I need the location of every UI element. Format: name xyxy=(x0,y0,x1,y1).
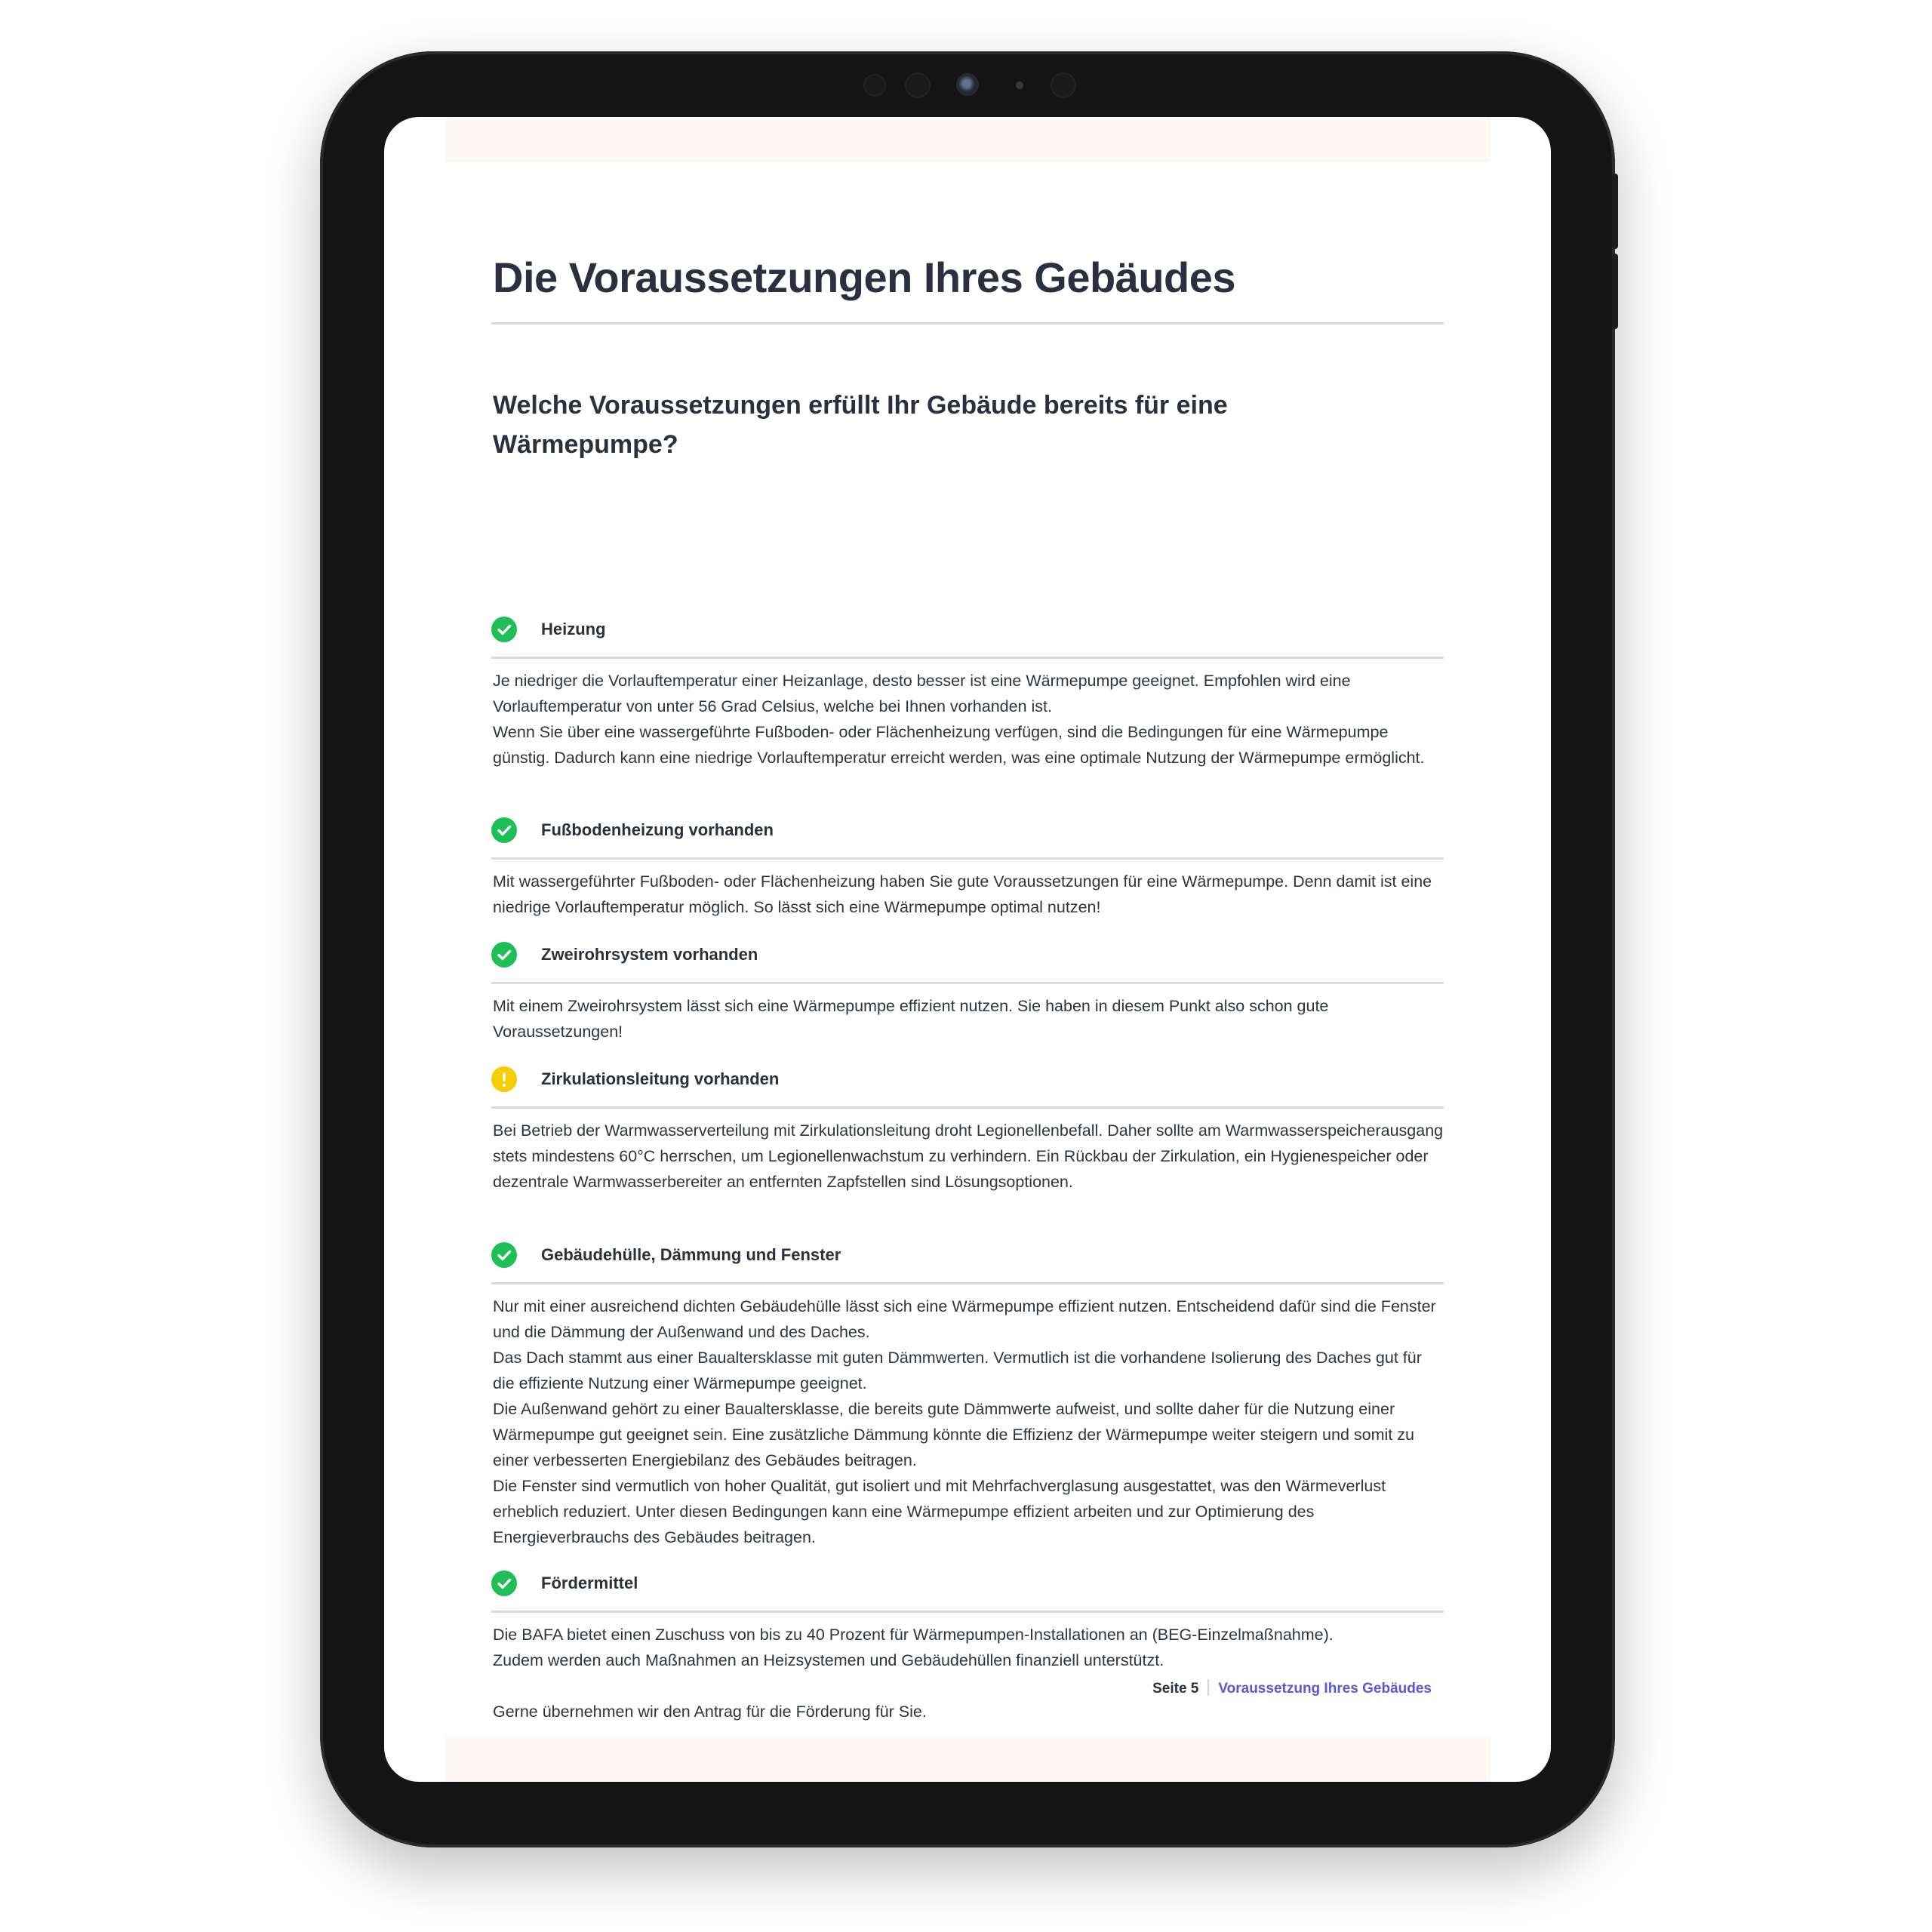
check-circle-icon xyxy=(491,817,517,843)
body-paragraph: Die Fenster sind vermutlich von hoher Qualität, gut isoliert und mit Mehrfachverglasung ausgestattet, was den Wärmeverlust erheblich reduziert. Unter diesen Bedingungen kann eine Wärmepumpe effizient arbeiten und zur Optimierung des Energieverbrauchs des Gebäudes beitragen. xyxy=(493,1477,1386,1546)
body-paragraph: Die Außenwand gehört zu einer Baualtersklasse, die bereits gute Dämmwerte aufweist, und sollte daher für die Nutzung einer Wärmepumpe gut geeignet sein. Eine zusätzliche Dämmung könnte die Effizienz der Wärmepumpe weiter steigern und somit zu einer verbesserten Energiebilanz des Gebäudes beitragen. xyxy=(493,1400,1414,1469)
page-edge-bottom xyxy=(445,1737,1491,1782)
section-header xyxy=(491,1241,1444,1271)
section-divider xyxy=(491,657,1444,659)
page-edge-top xyxy=(445,117,1491,162)
section-heading: Zirkulationsleitung vorhanden xyxy=(541,1069,780,1088)
section-divider xyxy=(491,982,1444,984)
section-body xyxy=(493,993,1445,1044)
section-heading: Fördermittel xyxy=(541,1574,638,1592)
section-divider xyxy=(491,1611,1444,1613)
check-circle-icon xyxy=(491,617,517,642)
section-body xyxy=(493,1118,1445,1195)
tablet-device xyxy=(320,51,1615,1847)
indicator-dot-icon xyxy=(1016,82,1023,89)
body-paragraph: Wenn Sie über eine wassergeführte Fußboden- oder Flächenheizung verfügen, sind die Bedingungen für eine Wärmepumpe günstig. Dadurch kann eine niedrige Vorlauftemperatur erreicht werden, was eine optimale Nutzung der Wärmepumpe ermöglicht. xyxy=(493,723,1425,767)
section-header xyxy=(491,940,1444,971)
body-paragraph: Bei Betrieb der Warmwasserverteilung mit Zirkulationsleitung droht Legionellenbefall. Daher sollte am Warmwasserspeicherausgang stets mindestens 60°C herrschen, um Legionellenwachstum zu verhindern. Ein Rückbau der Zirkulation, ein Hygienespeicher oder dezentrale Warmwasserbereiter an entfernten Zapfstellen sind Lösungsoptionen. xyxy=(493,1121,1444,1191)
section-heading: Gebäudehülle, Dämmung und Fenster xyxy=(541,1245,841,1264)
warning-circle-icon xyxy=(491,1066,517,1092)
section-header xyxy=(491,1569,1444,1599)
check-circle-icon xyxy=(491,942,517,968)
section-body xyxy=(493,869,1445,920)
section-body xyxy=(493,1622,1445,1724)
title-divider xyxy=(491,322,1444,325)
body-paragraph: Zudem werden auch Maßnahmen an Heizsystemen und Gebäudehüllen finanziell unterstützt. xyxy=(493,1651,1164,1669)
volume-down-button xyxy=(1612,254,1618,329)
section-heading: Fußbodenheizung vorhanden xyxy=(541,820,774,839)
section-divider xyxy=(491,857,1444,860)
body-paragraph: Die BAFA bietet einen Zuschuss von bis zu 40 Prozent für Wärmepumpen-Installationen an (BEG-Einzelmaßnahme). xyxy=(493,1626,1334,1644)
check-circle-icon xyxy=(491,1242,517,1268)
section-header xyxy=(491,1065,1444,1095)
page-title: Die Voraussetzungen Ihres Gebäudes xyxy=(493,254,1236,301)
body-paragraph: Mit einem Zweirohrsystem lässt sich eine Wärmepumpe effizient nutzen. Sie haben in diesem Punkt also schon gute Voraussetzungen! xyxy=(493,997,1329,1041)
section-header xyxy=(491,615,1444,645)
section-header xyxy=(491,816,1444,846)
section-heading: Zweirohrsystem vorhanden xyxy=(541,945,758,964)
body-paragraph: Nur mit einer ausreichend dichten Gebäudehülle lässt sich eine Wärmepumpe effizient nutzen. Entscheidend dafür sind die Fenster und die Dämmung der Außenwand und des Daches. xyxy=(493,1297,1436,1341)
sensor-icon xyxy=(905,72,931,98)
page-footer xyxy=(1152,1679,1432,1697)
body-paragraph: Das Dach stammt aus einer Baualtersklasse mit guten Dämmwerten. Vermutlich ist die vorhandene Isolierung des Daches gut für die effiziente Nutzung einer Wärmepumpe geeignet. xyxy=(493,1349,1422,1392)
body-paragraph: Gerne übernehmen wir den Antrag für die Förderung für Sie. xyxy=(493,1703,927,1721)
chapter-link[interactable]: Voraussetzung Ihres Gebäudes xyxy=(1218,1681,1432,1697)
volume-up-button xyxy=(1612,174,1618,249)
check-circle-icon xyxy=(491,1571,517,1596)
tablet-screen xyxy=(384,117,1551,1782)
footer-separator xyxy=(1208,1679,1209,1696)
section-body xyxy=(493,668,1445,771)
section-divider xyxy=(491,1282,1444,1284)
sensor-icon xyxy=(1051,72,1076,98)
section-divider xyxy=(491,1106,1444,1109)
body-paragraph: Mit wassergeführter Fußboden- oder Flächenheizung haben Sie gute Voraussetzungen für eine Wärmepumpe. Denn damit ist eine niedrige Vorlauftemperatur möglich. So lässt sich eine Wärmepumpe optimal nutzen! xyxy=(493,872,1432,916)
camera-lens-icon xyxy=(958,75,977,94)
section-question: Welche Voraussetzungen erfüllt Ihr Gebäude bereits für eine Wärmepumpe? xyxy=(493,391,1228,459)
section-heading: Heizung xyxy=(541,620,606,638)
page-number: Seite 5 xyxy=(1152,1681,1199,1697)
sensor-icon xyxy=(863,74,886,97)
body-paragraph: Je niedriger die Vorlauftemperatur einer Heizanlage, desto besser ist eine Wärmepumpe geeignet. Empfohlen wird eine Vorlauftemperatur von unter 56 Grad Celsius, welche bei Ihnen vorhanden ist. xyxy=(493,672,1351,715)
section-body xyxy=(493,1294,1445,1550)
